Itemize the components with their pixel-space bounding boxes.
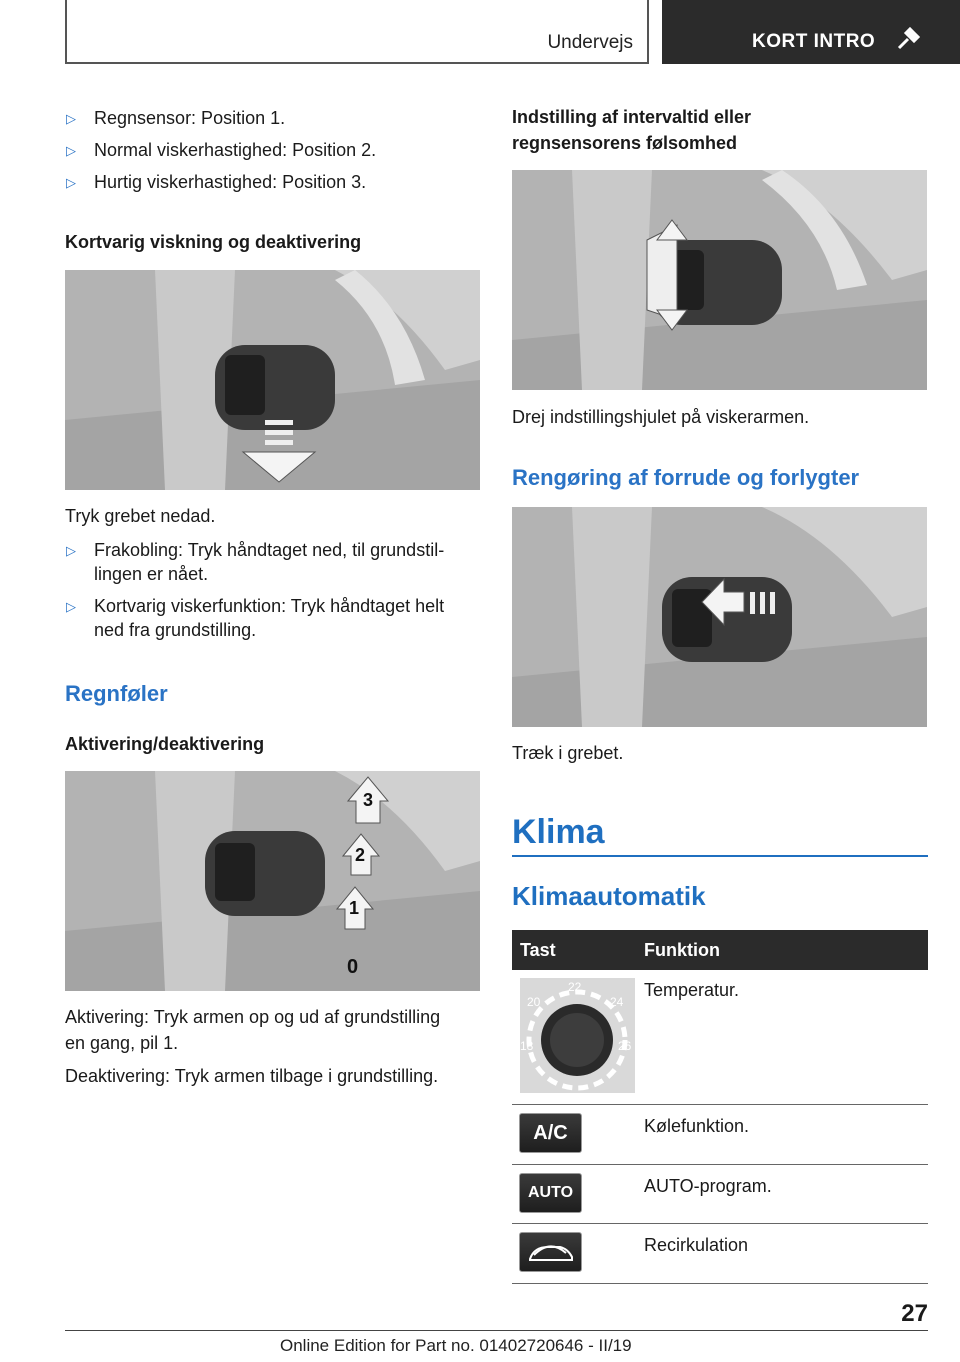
dial-number: 24 [610, 995, 624, 1009]
footer-divider [65, 1330, 928, 1331]
triangle-bullet-icon: ▷ [66, 599, 76, 614]
bullet-text: lingen er nået. [94, 564, 209, 584]
chapter-tab [662, 0, 960, 64]
temperature-dial-icon [520, 978, 635, 1093]
heading-activation: Aktivering/deaktivering [65, 734, 265, 754]
function-text: AUTO-program. [644, 1176, 772, 1196]
dial-number: 22 [568, 980, 582, 994]
footer-edition: Online Edition for Part no. 01402720646 - II/19 [280, 1336, 632, 1355]
wrench-icon [896, 27, 920, 57]
divider [512, 855, 928, 857]
heading-short-wipe: Kortvarig viskning og deaktivering [65, 232, 362, 252]
function-text: Kølefunktion. [644, 1116, 750, 1136]
heading-cleaning: Rengøring af forrude og forlygter [512, 465, 860, 490]
chapter-title: KORT INTRO [752, 31, 876, 52]
table-header-function: Funktion [644, 940, 720, 960]
photo-wiper-push-down [65, 270, 480, 490]
activation-text-line: Aktivering: Tryk armen op og ud af grundstilling [65, 1007, 441, 1027]
ac-button-image: A/C [519, 1113, 582, 1153]
caption-wheel: Drej indstillingshjulet på viskerarmen. [512, 407, 810, 427]
bullet-text: Frakobling: Tryk håndtaget ned, til grundstil- [94, 540, 445, 560]
heading-interval-line: regnsensorens følsomhed [512, 133, 738, 153]
header-section-box [65, 0, 649, 64]
bullet-item [66, 538, 486, 588]
heading-interval-line: Indstilling af intervaltid eller [512, 107, 752, 127]
function-text: Recirkulation [644, 1235, 749, 1255]
row-divider [512, 1104, 928, 1105]
dial-number: 20 [527, 995, 541, 1009]
position-label: 1 [349, 898, 360, 918]
page-number: 27 [901, 1300, 928, 1327]
section-title: Undervejs [547, 32, 633, 53]
heading-rain-sensor: Regnføler [65, 681, 168, 706]
table-header [512, 930, 928, 970]
triangle-bullet-icon: ▷ [66, 143, 76, 158]
bullet-item [66, 594, 486, 644]
photo-wiper-positions [65, 771, 480, 991]
bullet-text: ned fra grundstilling. [94, 620, 257, 640]
row-divider [512, 1223, 928, 1224]
row-divider [512, 1283, 928, 1284]
deactivation-text: Deaktivering: Tryk armen tilbage i grundstilling. [65, 1066, 439, 1086]
heading-auto-climate: Klimaautomatik [512, 881, 706, 911]
position-label: 3 [363, 790, 374, 810]
bullet-text: Hurtig viskerhastighed: Position 3. [94, 172, 367, 192]
position-label: 2 [355, 845, 366, 865]
dial-number: 26 [618, 1039, 632, 1053]
bullet-text: Kortvarig viskerfunktion: Tryk håndtaget helt [94, 596, 445, 616]
caption-push-down: Tryk grebet nedad. [65, 506, 216, 526]
triangle-bullet-icon: ▷ [66, 175, 76, 190]
heading-climate: Klima [512, 813, 605, 851]
photo-wiper-pull [512, 507, 927, 727]
position-label: 0 [347, 956, 359, 978]
triangle-bullet-icon: ▷ [66, 111, 76, 126]
activation-text-line: en gang, pil 1. [65, 1033, 179, 1053]
photo-wiper-wheel [512, 170, 927, 390]
bullet-item [66, 138, 486, 164]
caption-pull: Træk i grebet. [512, 743, 624, 763]
triangle-bullet-icon: ▷ [66, 543, 76, 558]
row-divider [512, 1164, 928, 1165]
recirculation-icon [519, 1232, 582, 1272]
table-header-key: Tast [520, 940, 556, 960]
auto-button-image: AUTO [519, 1173, 582, 1213]
function-text: Temperatur. [644, 980, 740, 1000]
bullet-text: Regnsensor: Position 1. [94, 108, 286, 128]
dial-number: 18 [520, 1039, 534, 1053]
bullet-text: Normal viskerhastighed: Position 2. [94, 140, 377, 160]
bullet-item [66, 106, 486, 132]
bullet-item [66, 170, 486, 196]
